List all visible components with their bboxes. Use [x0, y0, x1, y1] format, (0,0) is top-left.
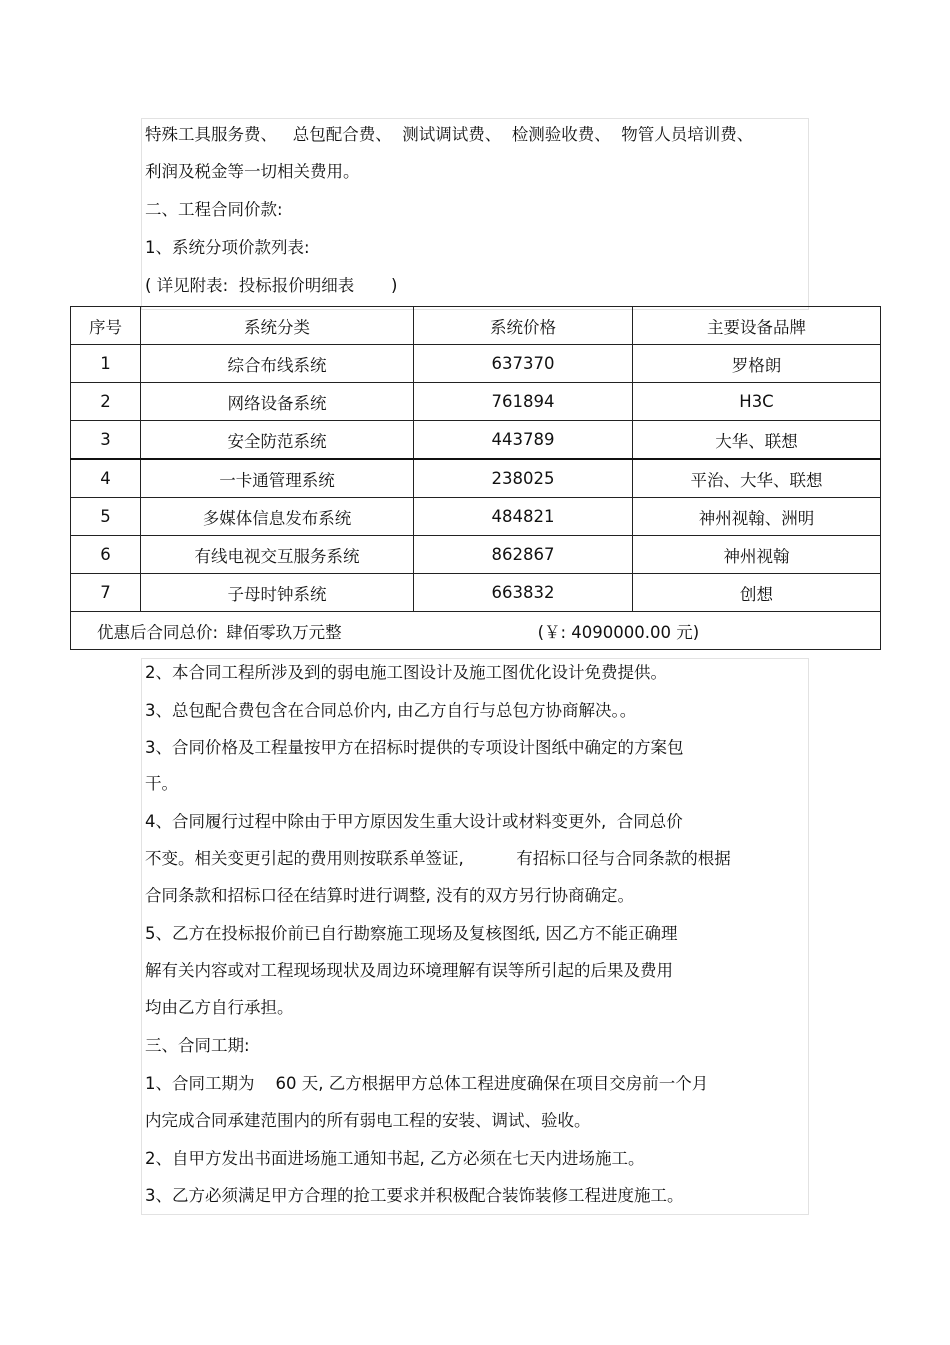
- total-cell: [71, 612, 881, 650]
- system-category: 综合布线系统: [141, 345, 414, 383]
- equipment-brand: 神州视翰: [633, 536, 881, 574]
- row-number: 6: [71, 536, 141, 574]
- row-number: 3: [71, 421, 141, 460]
- system-price: 238025: [414, 459, 633, 498]
- system-category: 有线电视交互服务系统: [141, 536, 414, 574]
- system-category: 子母时钟系统: [141, 574, 414, 612]
- total-in-words: 肆佰零玖万元整: [226, 622, 342, 642]
- text-line: 2、自甲方发出书面进场施工通知书起, 乙方必须在七天内进场施工。: [145, 1149, 645, 1168]
- system-price: 484821: [414, 498, 633, 536]
- system-category: 安全防范系统: [141, 421, 414, 460]
- text-line: 5、乙方在投标报价前已自行勘察施工现场及复核图纸, 因乙方不能正确理: [145, 924, 678, 943]
- section-heading: 二、工程合同价款:: [145, 200, 283, 219]
- table-header-row: [71, 307, 881, 345]
- row-number: 1: [71, 345, 141, 383]
- text-line: 1、系统分项价款列表:: [145, 238, 310, 257]
- text-line: 1、合同工期为 60 天, 乙方根据甲方总体工程进度确保在项目交房前一个月: [145, 1074, 709, 1093]
- system-category: 网络设备系统: [141, 383, 414, 421]
- text-line: 4、合同履行过程中除由于甲方原因发生重大设计或材料变更外, 合同总价: [145, 812, 683, 831]
- equipment-brand: 大华、联想: [633, 421, 881, 460]
- text-line: 2、本合同工程所涉及到的弱电施工图设计及施工图优化设计免费提供。: [145, 663, 667, 682]
- text-line: 解有关内容或对工程现场现状及周边环境理解有误等所引起的后果及费用: [145, 961, 673, 980]
- table-row: [71, 459, 881, 498]
- section-heading: 三、合同工期:: [145, 1036, 250, 1055]
- text-line: 干。: [145, 774, 178, 793]
- system-price: 443789: [414, 421, 633, 460]
- total-in-figures: (￥: 4090000.00 元): [537, 622, 700, 642]
- table-row: [71, 421, 881, 460]
- text-line: 3、总包配合费包含在合同总价内, 由乙方自行与总包方协商解决。。: [145, 701, 637, 720]
- table-row: [71, 536, 881, 574]
- system-price: 862867: [414, 536, 633, 574]
- text-line: 均由乙方自行承担。: [145, 998, 294, 1017]
- column-header: 序号: [71, 307, 141, 345]
- table-total-row: [71, 612, 881, 650]
- system-price: 637370: [414, 345, 633, 383]
- text-line: 内完成合同承建范围内的所有弱电工程的安装、调试、验收。: [145, 1111, 591, 1130]
- system-category: 一卡通管理系统: [141, 459, 414, 498]
- row-number: 7: [71, 574, 141, 612]
- system-price: 761894: [414, 383, 633, 421]
- table-row: [71, 498, 881, 536]
- column-header: 系统分类: [141, 307, 414, 345]
- equipment-brand: 罗格朗: [633, 345, 881, 383]
- total-label: 优惠后合同总价:: [97, 622, 219, 642]
- column-header: 主要设备品牌: [633, 307, 881, 345]
- table-row: [71, 345, 881, 383]
- row-number: 2: [71, 383, 141, 421]
- table-row: [71, 383, 881, 421]
- system-price: 663832: [414, 574, 633, 612]
- price-table: [70, 306, 881, 650]
- table-row: [71, 574, 881, 612]
- column-header: 系统价格: [414, 307, 633, 345]
- text-line: 不变。相关变更引起的费用则按联系单签证, 有招标口径与合同条款的根据: [145, 849, 731, 868]
- text-line: 特殊工具服务费、 总包配合费、 测试调试费、 检测验收费、 物管人员培训费、: [145, 125, 754, 144]
- equipment-brand: 平治、大华、联想: [633, 459, 881, 498]
- text-line: 3、乙方必须满足甲方合理的抢工要求并积极配合装饰装修工程进度施工。: [145, 1186, 684, 1205]
- row-number: 4: [71, 459, 141, 498]
- row-number: 5: [71, 498, 141, 536]
- system-category: 多媒体信息发布系统: [141, 498, 414, 536]
- text-line: 3、合同价格及工程量按甲方在招标时提供的专项设计图纸中确定的方案包: [145, 738, 684, 757]
- equipment-brand: 创想: [633, 574, 881, 612]
- equipment-brand: 神州视翰、洲明: [633, 498, 881, 536]
- text-line: ( 详见附表: 投标报价明细表 ): [145, 276, 398, 295]
- text-line: 利润及税金等一切相关费用。: [145, 162, 360, 181]
- equipment-brand: H3C: [633, 383, 881, 421]
- text-line: 合同条款和招标口径在结算时进行调整, 没有的双方另行协商确定。: [145, 886, 634, 905]
